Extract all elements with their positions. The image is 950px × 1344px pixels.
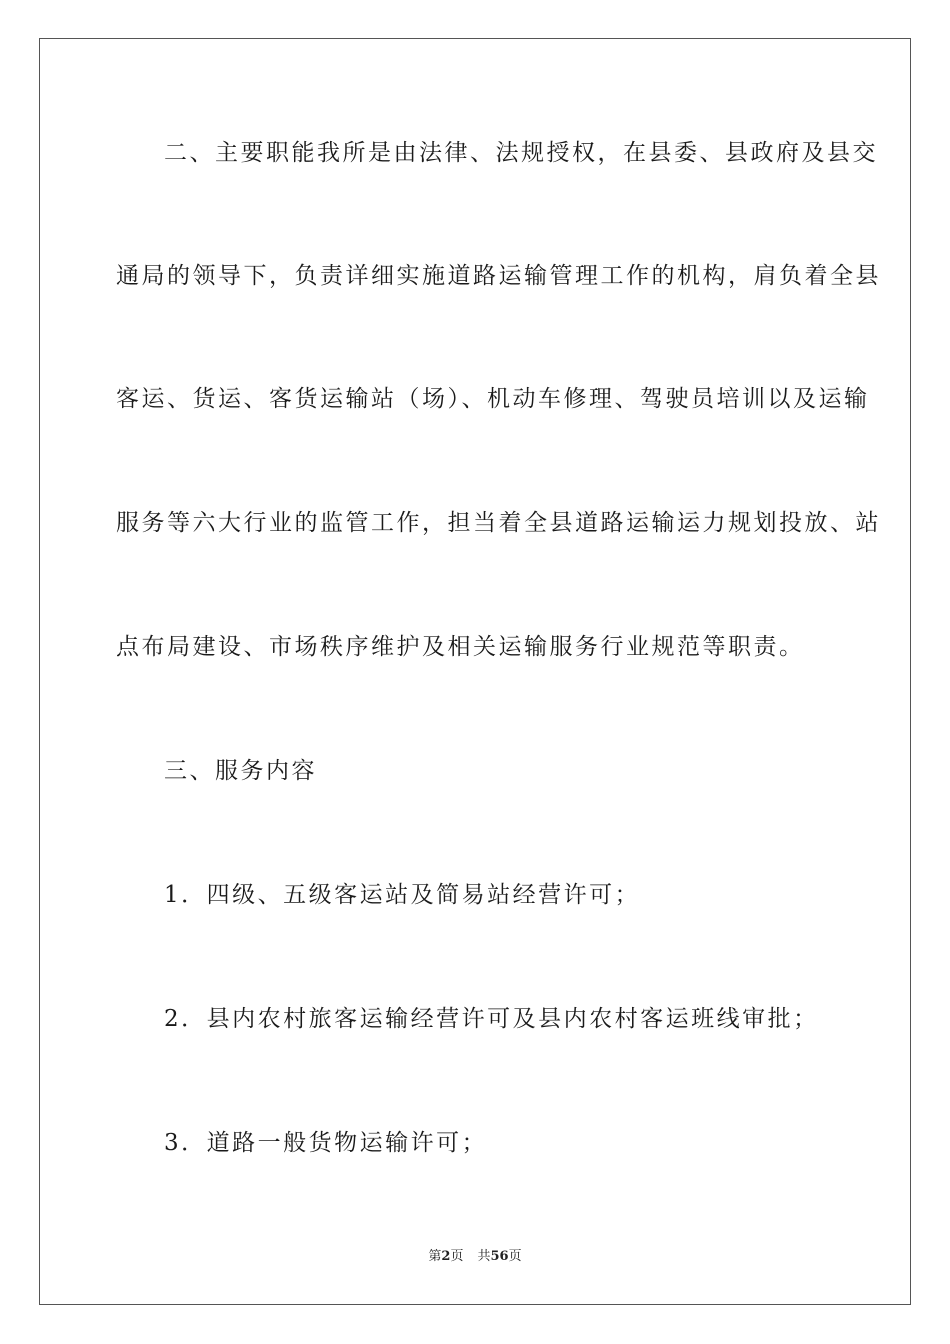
page-prefix: 第 [428, 1249, 442, 1264]
paragraph-line-1: 二、主要职能我所是由法律、法规授权，在县委、县政府及县交 [164, 140, 878, 166]
section-heading-services: 三、服务内容 [164, 758, 317, 784]
page-border [39, 38, 911, 1305]
total-pages: 56 [490, 1249, 509, 1264]
list-item-3: 3．道路一般货物运输许可； [164, 1130, 488, 1156]
paragraph-line-4: 服务等六大行业的监管工作，担当着全县道路运输运力规划投放、站 [116, 510, 881, 536]
page-footer [0, 1249, 950, 1265]
paragraph-line-2: 通局的领导下，负责详细实施道路运输管理工作的机构，肩负着全县 [116, 263, 881, 289]
total-suffix: 页 [508, 1249, 522, 1264]
list-item-1: 1．四级、五级客运站及简易站经营许可； [164, 882, 641, 908]
paragraph-line-5: 点布局建设、市场秩序维护及相关运输服务行业规范等职责。 [116, 634, 805, 660]
list-item-2: 2．县内农村旅客运输经营许可及县内农村客运班线审批； [164, 1006, 819, 1032]
page-suffix: 页 [450, 1249, 464, 1264]
page-number: 2 [441, 1249, 451, 1264]
paragraph-line-3: 客运、货运、客货运输站（场）、机动车修理、驾驶员培训以及运输 [116, 386, 870, 412]
total-prefix: 共 [477, 1249, 491, 1264]
